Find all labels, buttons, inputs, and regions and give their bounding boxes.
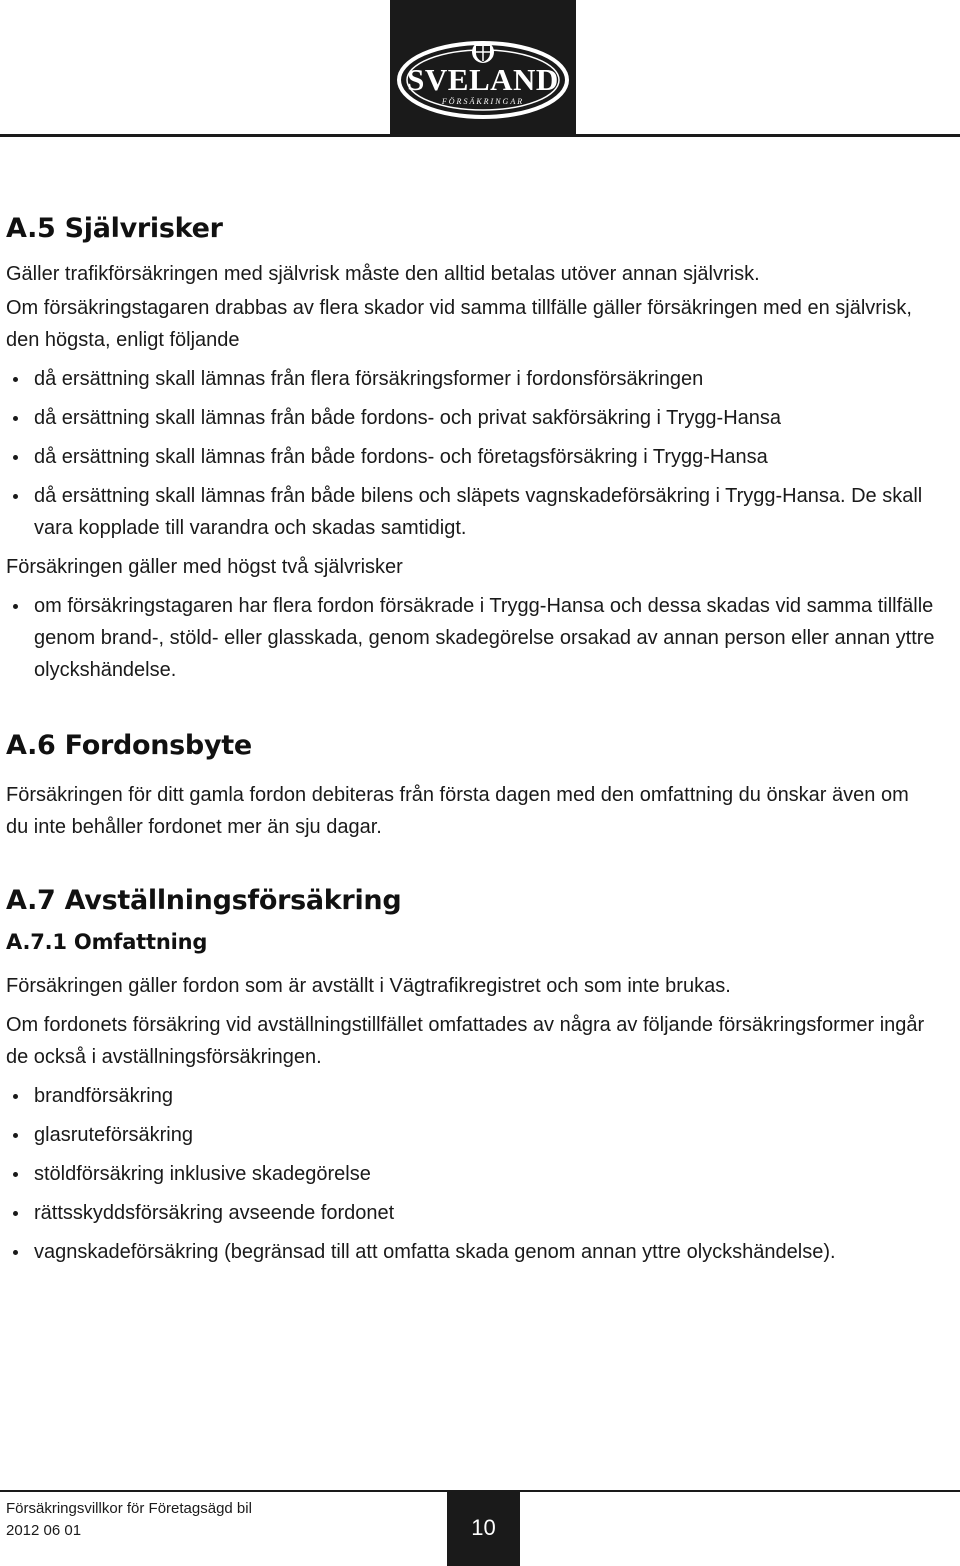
a7-paragraph-1: Försäkringen gäller fordon som är avställt i Vägtrafikregistret och som inte brukas. [6, 975, 731, 997]
list-item: glasruteförsäkring [6, 1119, 936, 1151]
crest-icon [472, 41, 494, 63]
header-divider [0, 134, 960, 137]
heading-a7: A.7 Avställningsförsäkring [6, 885, 402, 916]
a7-paragraph-2: Om fordonets försäkring vid avställningstillfället omfattades av några av följande försäkringsformer ingår de också i avställningsförsäkringen. [6, 1014, 925, 1068]
list-item: brandförsäkring [6, 1080, 936, 1112]
document-body [6, 213, 936, 1275]
list-item: då ersättning skall lämnas från både bilens och släpets vagnskadeförsäkring i Trygg-Hansa. De skall vara kopplade till varandra och skadas samtidigt. [6, 480, 936, 544]
list-item: rättsskyddsförsäkring avseende fordonet [6, 1197, 936, 1229]
list-item: då ersättning skall lämnas från flera försäkringsformer i fordonsförsäkringen [6, 363, 936, 395]
list-item: om försäkringstagaren har flera fordon försäkrade i Trygg-Hansa och dessa skadas vid samma tillfälle genom brand-, stöld- eller glasskada, genom skadegörelse orsakad av annan person eller annan yttre olyckshändelse. [6, 590, 936, 686]
a5-paragraph-3: Försäkringen gäller med högst två självrisker [6, 556, 403, 578]
sveland-logo-graphic [390, 0, 576, 136]
heading-a5: A.5 Självrisker [6, 213, 223, 244]
list-item: då ersättning skall lämnas från både fordons- och företagsförsäkring i Trygg-Hansa [6, 441, 936, 473]
a7-bullet-list [6, 1080, 936, 1268]
list-item: stöldförsäkring inklusive skadegörelse [6, 1158, 936, 1190]
logo [390, 0, 576, 136]
list-item: vagnskadeförsäkring (begränsad till att omfatta skada genom annan yttre olyckshändelse). [6, 1236, 936, 1268]
a5-bullet-list-2 [6, 590, 936, 686]
logo-text: SVELAND [407, 62, 559, 97]
a6-paragraph-1: Försäkringen för ditt gamla fordon debiteras från första dagen med den omfattning du önskar även om du inte behåller fordonet mer än sju dagar. [6, 784, 909, 838]
a5-paragraph-2: Om försäkringstagaren drabbas av flera skador vid samma tillfälle gäller försäkringen med en självrisk, den högsta, enligt följande [6, 297, 912, 351]
list-item: då ersättning skall lämnas från både fordons- och privat sakförsäkring i Trygg-Hansa [6, 402, 936, 434]
a5-paragraph-1: Gäller trafikförsäkringen med självrisk måste den alltid betalas utöver annan självrisk. [6, 263, 760, 285]
subheading-a7-1: A.7.1 Omfattning [6, 930, 208, 954]
footer-document-title: Försäkringsvillkor för Företagsägd bil [6, 1500, 252, 1517]
a5-bullet-list-1 [6, 363, 936, 544]
logo-subtext: FÖRSÄKRINGAR [441, 97, 525, 106]
footer-date: 2012 06 01 [6, 1522, 82, 1539]
heading-a6: A.6 Fordonsbyte [6, 730, 252, 761]
page-number: 10 [447, 1490, 520, 1566]
